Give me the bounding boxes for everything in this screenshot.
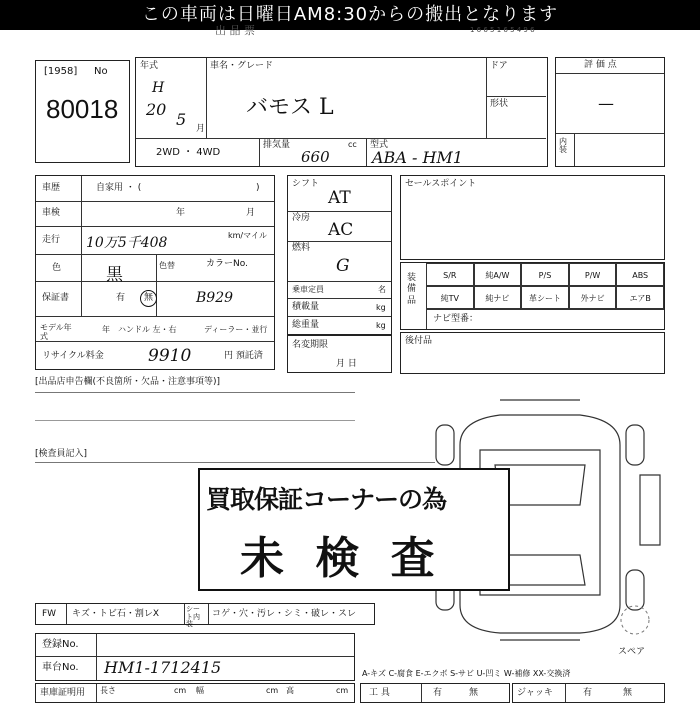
equipment-item: P/W: [569, 263, 617, 286]
equipment-item: 純ナビ: [474, 286, 522, 309]
color-value: 黒: [106, 265, 123, 285]
color-label: 色: [52, 263, 62, 273]
drive-type: 2WD ・ 4WD: [156, 147, 221, 158]
equipment-item: S/R: [426, 263, 474, 286]
aircon-value: AC: [328, 220, 354, 240]
mileage-value: 10万5千408: [86, 235, 168, 251]
equipment-item: P/S: [521, 263, 569, 286]
fw-text: キズ・トビ石・割レX: [72, 609, 159, 619]
cert-cm-1: cm: [174, 686, 187, 695]
sales-point-box: [400, 175, 665, 260]
fuel-value: G: [336, 256, 350, 276]
capacity-label: 乗車定員: [292, 285, 324, 294]
registration-label: 登録No.: [42, 639, 79, 650]
uninspected-stamp: [198, 468, 510, 591]
grade-label: 車名・グレード: [210, 61, 274, 71]
notice-banner: この車両は日曜日AM8:30からの搬出となります: [0, 0, 700, 30]
displacement-value: 660: [301, 148, 330, 166]
certificate-label: 車庫証明用: [40, 688, 86, 698]
spare-label: スペア: [618, 647, 646, 657]
cert-cm-2: cm: [266, 686, 279, 695]
interior-label: 内装: [559, 137, 567, 154]
jack-yes: 有: [583, 688, 593, 698]
equipment-grid: [426, 263, 664, 309]
gross-unit: kg: [376, 321, 386, 330]
seat-label: シート内装: [186, 605, 200, 629]
warranty-yes: 有: [116, 293, 126, 303]
load-label: 積載量: [292, 302, 320, 312]
equipment-item: エアB: [616, 286, 664, 309]
dealer-notes-label: [出品店申告欄(不良箇所・欠品・注意事項等)]: [35, 377, 221, 387]
jack-label: ジャッキ: [517, 688, 553, 698]
seat-text: コゲ・穴・汚レ・シミ・破レ・スレ: [212, 609, 357, 619]
equipment-box: [400, 262, 665, 330]
recycle-unit: 円 預託済: [224, 351, 263, 361]
chassis-label: 車台No.: [42, 662, 79, 673]
tools-box: [360, 683, 510, 703]
handle-label: ハンドル 左・右: [118, 325, 177, 334]
entry-code: [1958]: [44, 66, 78, 77]
history-label: 車歴: [42, 183, 61, 193]
year-value: 20: [146, 100, 167, 119]
damage-legend: A-キズ C-腐食 E-エクボ S-サビ U-凹ミ W-補修 XX-交換済: [362, 669, 571, 678]
equipment-label: 装備品: [407, 273, 417, 306]
inspector-notes-label: [検査員記入]: [35, 449, 88, 459]
jack-box: [512, 683, 665, 703]
shift-value: AT: [328, 188, 351, 208]
entry-box: [35, 60, 130, 163]
recycle-value: 9910: [148, 346, 192, 366]
capacity-unit: 名: [378, 285, 386, 294]
serial-number: 1 6 6 5 1 6 5 4 9 6: [470, 26, 535, 34]
displacement-label: 排気量: [263, 140, 291, 150]
navi-model-label: ナビ型番：: [433, 314, 479, 324]
inspection-year: 年: [176, 208, 186, 218]
deadline-box: [287, 335, 392, 373]
vehicle-info-block: [135, 57, 548, 167]
warranty-no-circled: 無: [140, 290, 157, 307]
deadline-unit: 月 日: [336, 359, 357, 369]
warranty-label: 保証書: [42, 293, 70, 303]
aircon-label: 冷房: [292, 213, 311, 223]
fuel-label: 燃料: [292, 243, 311, 253]
cert-length-label: 長さ: [100, 686, 116, 695]
equipment-item: 革シート: [521, 286, 569, 309]
score-value: —: [598, 94, 614, 113]
inspection-label: 車検: [42, 208, 61, 218]
load-unit: kg: [376, 303, 386, 312]
grade-value: バモス L: [246, 95, 334, 120]
tools-no: 無: [469, 688, 479, 698]
damage-row: [35, 603, 375, 629]
mileage-unit: km/マイル: [228, 231, 267, 240]
displacement-unit: cc: [348, 140, 357, 149]
model-year-unit: 年: [102, 325, 110, 334]
gross-label: 総重量: [292, 320, 320, 330]
sales-point-label: セールスポイント: [405, 179, 477, 189]
stamp-line2: 未 検 査: [240, 533, 443, 584]
cert-cm-3: cm: [336, 686, 349, 695]
model-value: ABA - HM1: [372, 148, 463, 167]
stamp-line1: 買取保証コーナーの為: [206, 485, 447, 514]
jack-no: 無: [623, 688, 633, 698]
mileage-label: 走行: [42, 235, 61, 245]
fw-label: FW: [42, 609, 57, 619]
certificate-row: [35, 683, 355, 703]
equipment-item: 外ナビ: [569, 286, 617, 309]
tools-label: 工 具: [369, 688, 390, 698]
year-era: H: [152, 80, 165, 96]
model-year-label: モデル年式: [40, 323, 72, 341]
entry-number: 80018: [46, 94, 119, 124]
month-unit: 月: [196, 124, 206, 134]
history-close: ): [256, 183, 260, 193]
chassis-value: HM1-1712415: [104, 658, 222, 677]
equipment-item: 純A/W: [474, 263, 522, 286]
equipment-item: ABS: [616, 263, 664, 286]
cert-width-label: 幅: [196, 686, 204, 695]
sheet-title: 出 品 票: [215, 24, 255, 37]
equipment-item: 純TV: [426, 286, 474, 309]
registration-box: [35, 633, 355, 681]
spec-block: [287, 175, 392, 335]
after-market-label: 後付品: [405, 336, 433, 346]
score-box: [555, 57, 665, 167]
recycle-label: リサイクル料金: [42, 351, 104, 361]
inspection-month: 月: [246, 208, 256, 218]
score-label: 評 価 点: [584, 60, 617, 70]
after-market-box: [400, 332, 665, 374]
color-change-label: 色替: [159, 261, 175, 270]
year-label: 年式: [140, 61, 159, 71]
shift-label: シフト: [292, 179, 320, 189]
entry-no-label: No: [94, 66, 108, 77]
shape-label: 形状: [490, 99, 509, 109]
model-label: 型式: [370, 140, 389, 150]
tools-yes: 有: [433, 688, 443, 698]
warranty-value: B929: [196, 290, 234, 306]
color-no-label: カラーNo.: [206, 259, 248, 269]
year-month: 5: [176, 110, 187, 129]
cert-height-label: 高: [286, 686, 294, 695]
history-value: 自家用 ・ (: [96, 183, 142, 193]
door-label: ドア: [490, 61, 508, 71]
deadline-label: 名変期限: [292, 340, 329, 350]
dealer-label: ディーラー・並行: [204, 325, 268, 334]
detail-table: [35, 175, 275, 370]
